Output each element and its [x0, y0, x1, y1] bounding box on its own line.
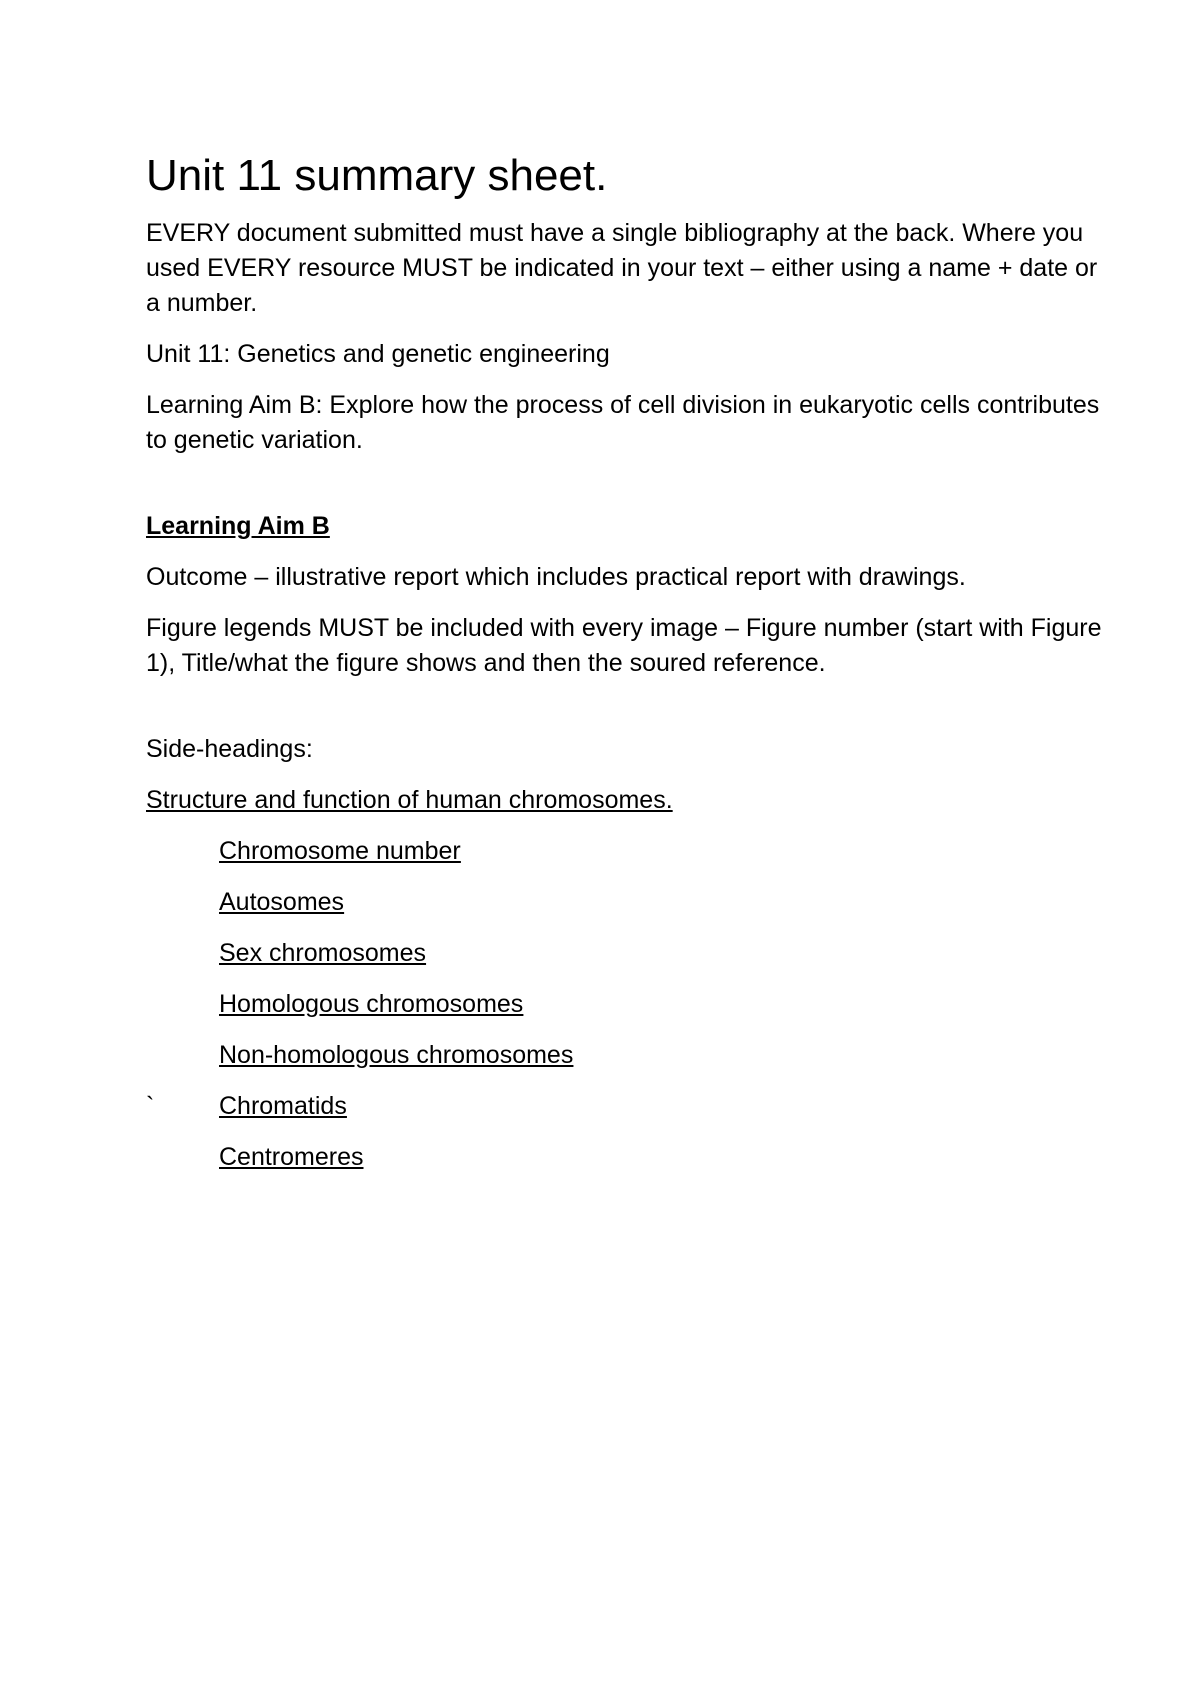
subtopic-chromatids: Chromatids [219, 1092, 347, 1120]
subtopic-centromeres: Centromeres [219, 1143, 364, 1171]
spacer [146, 474, 1106, 509]
subtopic-chromosome-number: Chromosome number [219, 837, 461, 865]
document-title: Unit 11 summary sheet. [146, 151, 608, 200]
intro-paragraph: EVERY document submitted must have a single bibliography at the back. Where you used EVERY resource MUST be indicated in your text – either using a name + date or a number. [146, 219, 1098, 317]
outcome-paragraph: Outcome – illustrative report which includes practical report with drawings. [146, 563, 966, 591]
section-heading: Learning Aim B [146, 512, 330, 540]
subtopic-list [146, 834, 1106, 1175]
learning-aim-paragraph: Learning Aim B: Explore how the process of cell division in eukaryotic cells contributes to genetic variation. [146, 391, 1100, 454]
unit-line: Unit 11: Genetics and genetic engineering [146, 340, 610, 368]
list-item [146, 834, 1106, 869]
subtopic-sex-chromosomes: Sex chromosomes [219, 939, 427, 967]
stray-backtick-mark: ` [146, 1092, 155, 1120]
side-headings-label: Side-headings: [146, 735, 313, 763]
list-item [146, 936, 1106, 971]
list-item [146, 1089, 1106, 1124]
list-item [146, 1140, 1106, 1175]
document-page [146, 150, 1106, 1191]
spacer [146, 697, 1106, 732]
list-item [146, 1038, 1106, 1073]
list-item [146, 987, 1106, 1022]
figure-note-paragraph: Figure legends MUST be included with every image – Figure number (start with Figure 1), Title/what the figure shows and then the soured reference. [146, 614, 1102, 677]
list-item [146, 885, 1106, 920]
main-topic-heading: Structure and function of human chromosomes. [146, 786, 673, 814]
subtopic-autosomes: Autosomes [219, 888, 345, 916]
subtopic-homologous-chromosomes: Homologous chromosomes [219, 990, 524, 1018]
subtopic-non-homologous-chromosomes: Non-homologous chromosomes [219, 1041, 574, 1069]
